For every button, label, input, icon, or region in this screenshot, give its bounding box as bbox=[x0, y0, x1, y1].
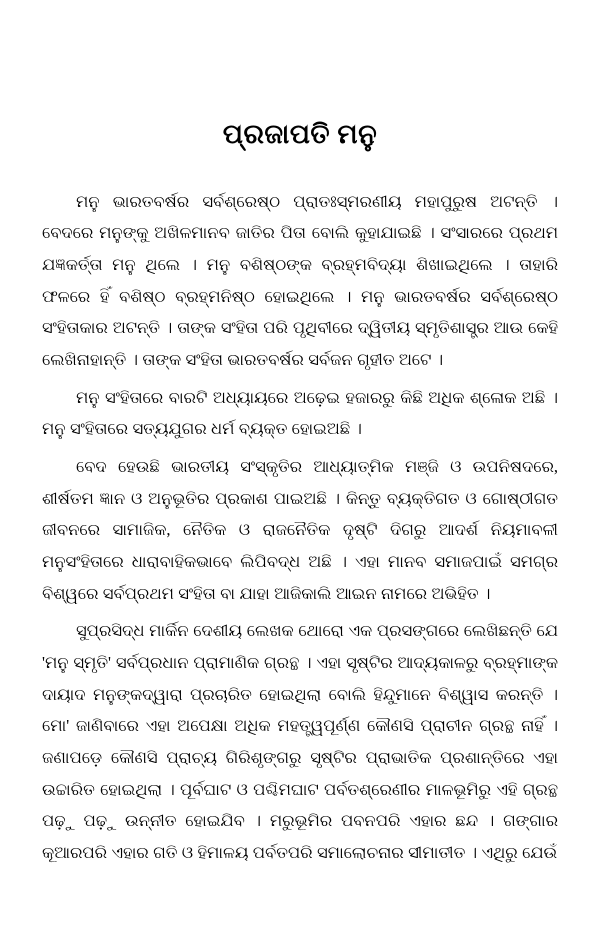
paragraph: ବେଦ ହେଉଛି ଭାରତୀୟ ସଂସ୍କୃତିର ଆଧ୍ୟାତ୍ମିକ ମଞ୍ଜି ଓ ଉପନିଷଦରେ, ଶୀର୍ଷତମ ଜ୍ଞାନ ଓ ଅନୁଭୂତିର ପ୍ରକାଶ ପାଇଅଛି । କିନ୍ତୁ ବ୍ୟକ୍ତିଗତ ଓ ଗୋଷ୍ଠୀଗତ ଜୀବନରେ ସାମାଜିକ, ନୈତିକ ଓ ରାଜନୈତିକ ଦୃଷ୍ଟି ଦିଗରୁ ଆଦର୍ଶ ନିୟମାବଳୀ ମନୁସଂହିତାରେ ଧାରାବାହିକଭାବେ ଲିପିବଦ୍ଧ ଅଛି । ଏହା ମାନବ ସମାଜପାଇଁ ସମଗ୍ର ବିଶ୍ୱରେ ସର୍ବପ୍ରଥମ ସଂହିତା ବା ଯାହା ଆଜିକାଲି ଆଇନ ନାମରେ ଅଭିହିତ । bbox=[42, 457, 558, 603]
paragraph: ମନୁ ସଂହିତାରେ ବାରଟି ଅଧ୍ୟାୟରେ ଅଢ଼େଇ ହଜାରରୁ କିଛି ଅଧିକ ଶ୍ଳୋକ ଅଛି । ମନୁ ସଂହିତାରେ ସତ୍ୟଯୁଗର ଧର୍ମ ବ୍ୟକ୍ତ ହୋଇଅଛି । bbox=[42, 387, 558, 439]
paragraph: ସୁପ୍ରସିଦ୍ଧ ମାର୍କିନ ଦେଶୀୟ ଲେଖକ ଥୋରୋ ଏକ ପ୍ରସଙ୍ଗରେ ଲେଖିଛନ୍ତି ଯେ 'ମନୁ ସ୍ମୃତି' ସର୍ବପ୍ରଧାନ ପ୍ରାମାଣିକ ଗ୍ରନ୍ଥ । ଏହା ସୃଷ୍ଟିର ଆଦ୍ୟକାଳରୁ ବ୍ରହ୍ମାଙ୍କ ଦାୟାଦ ମନୁଙ୍କଦ୍ୱାରା ପ୍ରଚାରିତ ହୋଇଥିଲା ବୋଲି ହିନ୍ଦୁମାନେ ବିଶ୍ୱାସ କରନ୍ତି । ମୋ' ଜାଣିବାରେ ଏହା ଅପେକ୍ଷା ଅଧିକ ମହତ୍ତ୍ୱପୂର୍ଣ୍ଣ କୌଣସି ପ୍ରାଚୀନ ଗ୍ରନ୍ଥ ନାହିଁ । ଜଣାପଡ଼େ କୌଣସି ପ୍ରାଚ୍ୟ ଗିରିଶୃଙ୍ଗରୁ ସୃଷ୍ଟିର ପ୍ରାଭାତିକ ପ୍ରଶାନ୍ତିରେ ଏହା ଉଚ୍ଚାରିତ ହୋଇଥିଲା । ପୂର୍ବଘାଟ ଓ ପଶ୍ଚିମଘାଟ ପର୍ବତଶ୍ରେଣୀର ମାଳଭୂମିରୁ ଏହି ଗ୍ରନ୍ଥ ପଢ଼ୁ ପଢ଼ୁ ଉନ୍ନୀତ ହୋଇଯିବ । ମରୁଭୂମିର ପବନପରି ଏହାର ଛନ୍ଦ । ଗଙ୍ଗାର କୂଆରପରି ଏହାର ଗତି ଓ ହିମାଳୟ ପର୍ବତପରି ସମାଲୋଚନାର ସୀମାତୀତ । ଏଥିରୁ ଯେଉଁ bbox=[42, 621, 558, 862]
paragraph: ମନୁ ଭାରତବର୍ଷର ସର୍ବଶ୍ରେଷ୍ଠ ପ୍ରାତଃସ୍ମରଣୀୟ ମହାପୁରୁଷ ଅଟନ୍ତି । ବେଦରେ ମନୁଙ୍କୁ ଅଖିଳମାନବ ଜାତିର ପିତା ବୋଲି କୁହାଯାଇଛି । ସଂସାରରେ ପ୍ରଥମ ଯଜ୍ଞକର୍ତ୍ତା ମନୁ ଥିଲେ । ମନୁ ବଶିଷ୍ଠଙ୍କ ବ୍ରହ୍ମବିଦ୍ୟା ଶିଖାଇଥିଲେ । ତାହାରି ଫଳରେ ହିଁ ବଶିଷ୍ଠ ବ୍ରହ୍ମନିଷ୍ଠ ହୋଇଥିଲେ । ମନୁ ଭାରତବର୍ଷର ସର୍ବଶ୍ରେଷ୍ଠ ସଂହିତାକାର ଅଟନ୍ତି । ତାଙ୍କ ସଂହିତା ପରି ପୃଥିବୀରେ ଦ୍ୱିତୀୟ ସ୍ମୃତିଶାସ୍ତ୍ର ଆଉ କେହି ଲେଖିନାହାନ୍ତି । ତାଙ୍କ ସଂହିତା ଭାରତବର୍ଷର ସର୍ବଜନ ଗୃହୀତ ଅଟେ । bbox=[42, 191, 558, 370]
page-title: ପ୍ରଜାପତି ମନୁ bbox=[222, 119, 378, 149]
document-body bbox=[42, 186, 558, 869]
